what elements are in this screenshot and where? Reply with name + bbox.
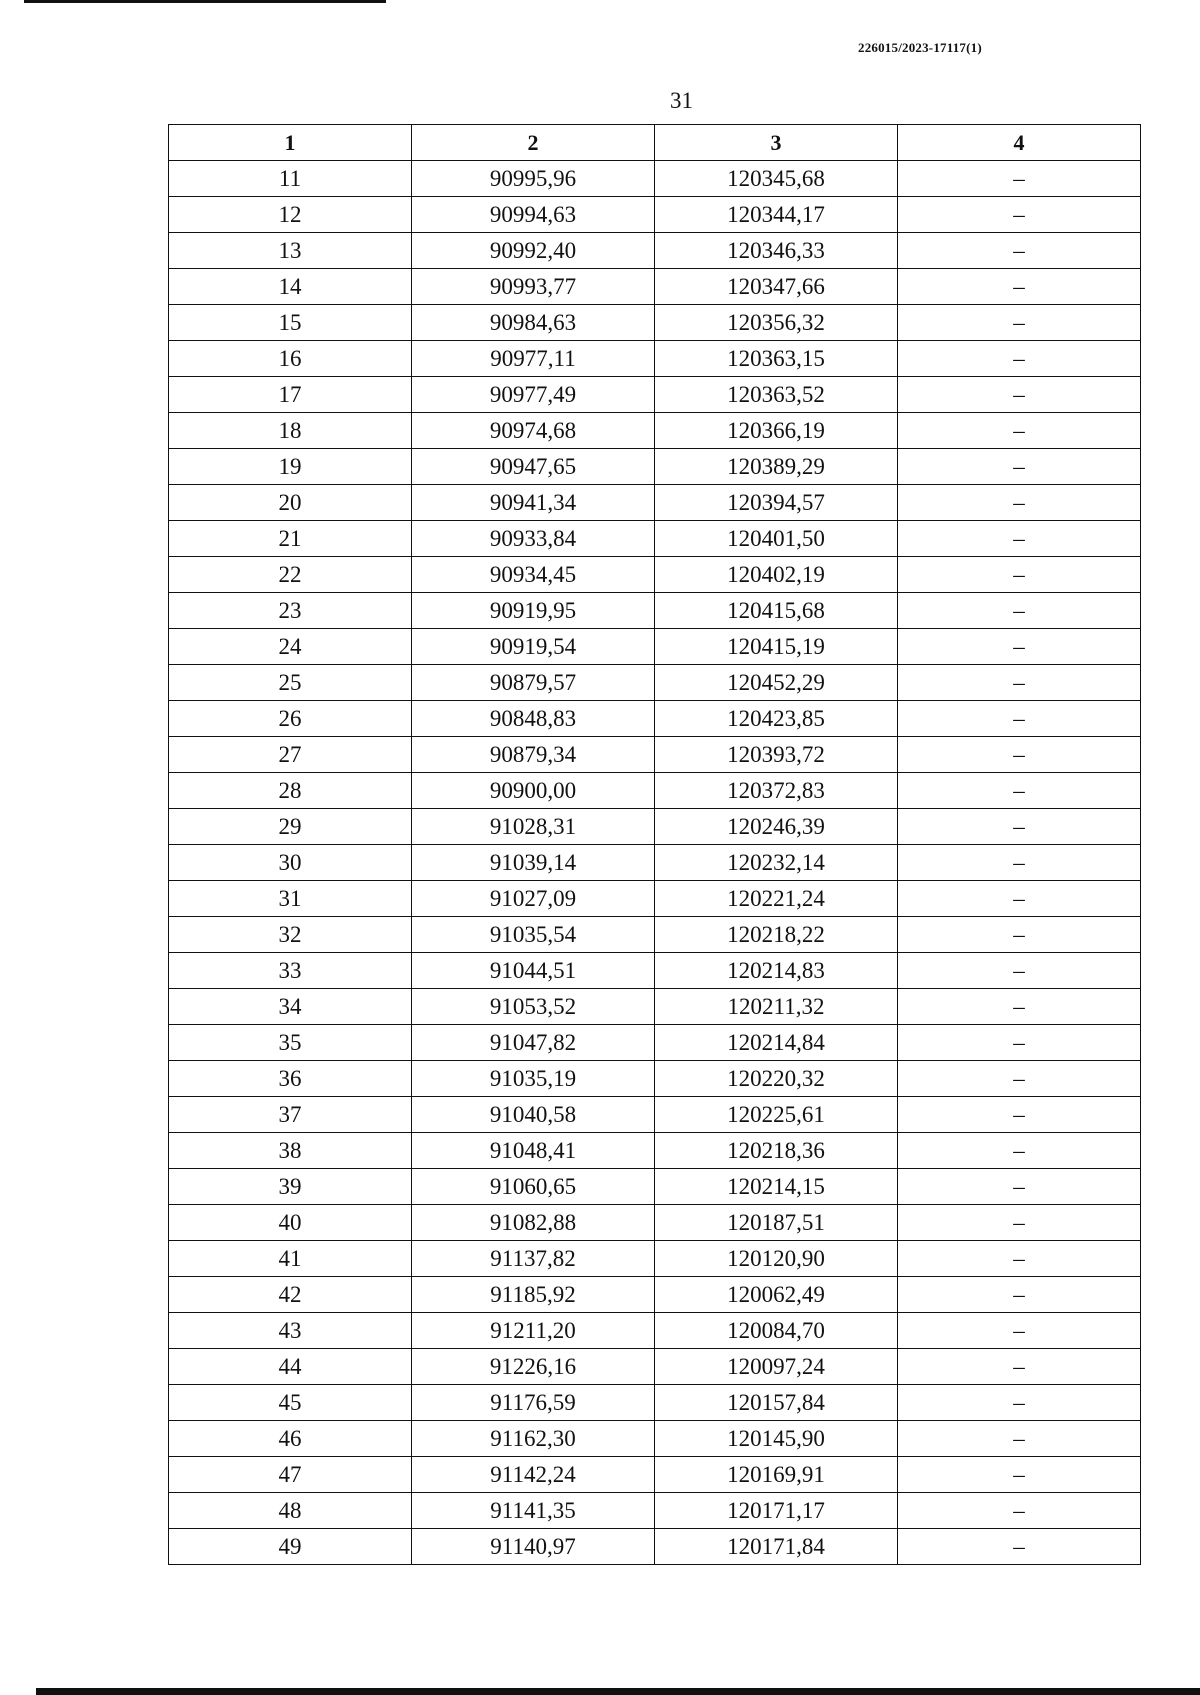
table-cell-col-3: 120402,19 [655, 557, 898, 593]
table-cell-col-2: 91048,41 [412, 1133, 655, 1169]
table-cell-col-1: 43 [169, 1313, 412, 1349]
table-cell-col-4: – [898, 269, 1141, 305]
table-cell-col-4: – [898, 593, 1141, 629]
table-cell-col-2: 90977,11 [412, 341, 655, 377]
table-cell-col-1: 45 [169, 1385, 412, 1421]
table-cell-col-3: 120345,68 [655, 161, 898, 197]
table-cell-col-4: – [898, 449, 1141, 485]
table-cell-col-3: 120394,57 [655, 485, 898, 521]
table-row [169, 1349, 1141, 1385]
table-cell-col-4: – [898, 1313, 1141, 1349]
table-cell-col-2: 90879,34 [412, 737, 655, 773]
table-row [169, 1529, 1141, 1565]
table-cell-col-2: 91044,51 [412, 953, 655, 989]
column-header-3: 3 [655, 125, 898, 161]
table-cell-col-4: – [898, 305, 1141, 341]
table-cell-col-4: – [898, 161, 1141, 197]
table-cell-col-2: 91140,97 [412, 1529, 655, 1565]
table-row [169, 1097, 1141, 1133]
table-row [169, 341, 1141, 377]
table-cell-col-4: – [898, 809, 1141, 845]
table-row [169, 917, 1141, 953]
table-cell-col-2: 90941,34 [412, 485, 655, 521]
table-row [169, 1493, 1141, 1529]
table-row [169, 629, 1141, 665]
table-row [169, 1205, 1141, 1241]
table-cell-col-1: 37 [169, 1097, 412, 1133]
table-row [169, 521, 1141, 557]
table-cell-col-3: 120372,83 [655, 773, 898, 809]
table-cell-col-4: – [898, 917, 1141, 953]
table-cell-col-3: 120145,90 [655, 1421, 898, 1457]
table-cell-col-2: 90995,96 [412, 161, 655, 197]
table-cell-col-2: 90933,84 [412, 521, 655, 557]
table-cell-col-2: 91137,82 [412, 1241, 655, 1277]
table-row [169, 1457, 1141, 1493]
table-cell-col-2: 91035,19 [412, 1061, 655, 1097]
table-cell-col-4: – [898, 773, 1141, 809]
table-cell-col-1: 23 [169, 593, 412, 629]
table-cell-col-2: 91211,20 [412, 1313, 655, 1349]
table-cell-col-2: 91185,92 [412, 1277, 655, 1313]
table-cell-col-2: 90947,65 [412, 449, 655, 485]
table-cell-col-1: 24 [169, 629, 412, 665]
table-row [169, 161, 1141, 197]
table-row [169, 1169, 1141, 1205]
table-row [169, 377, 1141, 413]
table-cell-col-1: 48 [169, 1493, 412, 1529]
table-cell-col-3: 120452,29 [655, 665, 898, 701]
table-cell-col-4: – [898, 737, 1141, 773]
table-row [169, 305, 1141, 341]
table-cell-col-3: 120221,24 [655, 881, 898, 917]
table-cell-col-3: 120346,33 [655, 233, 898, 269]
table-cell-col-1: 40 [169, 1205, 412, 1241]
table-cell-col-4: – [898, 989, 1141, 1025]
table-cell-col-2: 91176,59 [412, 1385, 655, 1421]
table-cell-col-1: 49 [169, 1529, 412, 1565]
coordinates-table-container [168, 124, 1140, 1565]
top-rule [24, 0, 386, 3]
table-cell-col-1: 22 [169, 557, 412, 593]
table-row [169, 881, 1141, 917]
table-cell-col-1: 46 [169, 1421, 412, 1457]
page-number: 31 [670, 88, 693, 113]
table-cell-col-4: – [898, 1025, 1141, 1061]
table-cell-col-2: 90848,83 [412, 701, 655, 737]
table-cell-col-4: – [898, 1277, 1141, 1313]
table-cell-col-4: – [898, 485, 1141, 521]
table-cell-col-1: 30 [169, 845, 412, 881]
table-cell-col-1: 17 [169, 377, 412, 413]
header-row [169, 125, 1141, 161]
table-cell-col-1: 32 [169, 917, 412, 953]
table-cell-col-1: 13 [169, 233, 412, 269]
table-row [169, 1025, 1141, 1061]
table-cell-col-3: 120366,19 [655, 413, 898, 449]
table-cell-col-3: 120225,61 [655, 1097, 898, 1133]
table-cell-col-2: 90974,68 [412, 413, 655, 449]
table-cell-col-4: – [898, 557, 1141, 593]
table-cell-col-3: 120062,49 [655, 1277, 898, 1313]
table-cell-col-1: 39 [169, 1169, 412, 1205]
table-cell-col-2: 91162,30 [412, 1421, 655, 1457]
table-cell-col-4: – [898, 953, 1141, 989]
table-cell-col-2: 91082,88 [412, 1205, 655, 1241]
table-row [169, 1385, 1141, 1421]
table-cell-col-1: 14 [169, 269, 412, 305]
table-cell-col-2: 90934,45 [412, 557, 655, 593]
table-cell-col-1: 44 [169, 1349, 412, 1385]
table-cell-col-4: – [898, 1385, 1141, 1421]
table-cell-col-2: 90900,00 [412, 773, 655, 809]
table-cell-col-3: 120232,14 [655, 845, 898, 881]
column-header-1: 1 [169, 125, 412, 161]
table-cell-col-1: 41 [169, 1241, 412, 1277]
table-cell-col-2: 90879,57 [412, 665, 655, 701]
table-cell-col-2: 91226,16 [412, 1349, 655, 1385]
table-cell-col-2: 91028,31 [412, 809, 655, 845]
table-cell-col-3: 120389,29 [655, 449, 898, 485]
table-cell-col-4: – [898, 1169, 1141, 1205]
table-cell-col-3: 120401,50 [655, 521, 898, 557]
table-cell-col-2: 90977,49 [412, 377, 655, 413]
table-cell-col-1: 36 [169, 1061, 412, 1097]
table-cell-col-1: 16 [169, 341, 412, 377]
table-row [169, 953, 1141, 989]
table-cell-col-4: – [898, 1241, 1141, 1277]
table-cell-col-4: – [898, 665, 1141, 701]
table-cell-col-3: 120120,90 [655, 1241, 898, 1277]
table-row [169, 737, 1141, 773]
table-cell-col-1: 11 [169, 161, 412, 197]
table-cell-col-2: 91027,09 [412, 881, 655, 917]
table-cell-col-4: – [898, 413, 1141, 449]
table-cell-col-1: 21 [169, 521, 412, 557]
table-row [169, 1277, 1141, 1313]
table-cell-col-1: 12 [169, 197, 412, 233]
table-cell-col-3: 120347,66 [655, 269, 898, 305]
table-cell-col-2: 90919,95 [412, 593, 655, 629]
table-cell-col-3: 120363,15 [655, 341, 898, 377]
table-cell-col-4: – [898, 1457, 1141, 1493]
table-cell-col-3: 120171,17 [655, 1493, 898, 1529]
table-row [169, 665, 1141, 701]
table-cell-col-4: – [898, 1493, 1141, 1529]
table-row [169, 989, 1141, 1025]
table-cell-col-1: 28 [169, 773, 412, 809]
column-header-2: 2 [412, 125, 655, 161]
table-cell-col-2: 91047,82 [412, 1025, 655, 1061]
table-cell-col-4: – [898, 845, 1141, 881]
table-cell-col-4: – [898, 1421, 1141, 1457]
table-cell-col-1: 34 [169, 989, 412, 1025]
table-cell-col-3: 120415,19 [655, 629, 898, 665]
table-cell-col-3: 120344,17 [655, 197, 898, 233]
table-cell-col-1: 26 [169, 701, 412, 737]
table-cell-col-2: 91035,54 [412, 917, 655, 953]
table-row [169, 197, 1141, 233]
table-cell-col-3: 120218,36 [655, 1133, 898, 1169]
table-cell-col-2: 90984,63 [412, 305, 655, 341]
table-cell-col-4: – [898, 1061, 1141, 1097]
table-cell-col-3: 120097,24 [655, 1349, 898, 1385]
table-row [169, 557, 1141, 593]
table-cell-col-3: 120214,84 [655, 1025, 898, 1061]
table-cell-col-3: 120084,70 [655, 1313, 898, 1349]
table-cell-col-1: 27 [169, 737, 412, 773]
table-cell-col-3: 120246,39 [655, 809, 898, 845]
table-cell-col-1: 29 [169, 809, 412, 845]
table-cell-col-3: 120169,91 [655, 1457, 898, 1493]
table-cell-col-4: – [898, 341, 1141, 377]
table-row [169, 845, 1141, 881]
table-cell-col-1: 42 [169, 1277, 412, 1313]
table-cell-col-3: 120356,32 [655, 305, 898, 341]
table-cell-col-2: 90994,63 [412, 197, 655, 233]
table-cell-col-3: 120187,51 [655, 1205, 898, 1241]
table-cell-col-4: – [898, 1529, 1141, 1565]
table-cell-col-3: 120363,52 [655, 377, 898, 413]
coordinates-table [168, 124, 1141, 1565]
table-cell-col-1: 18 [169, 413, 412, 449]
table-cell-col-2: 91142,24 [412, 1457, 655, 1493]
column-header-4: 4 [898, 125, 1141, 161]
table-cell-col-4: – [898, 1349, 1141, 1385]
table-cell-col-3: 120171,84 [655, 1529, 898, 1565]
table-cell-col-1: 47 [169, 1457, 412, 1493]
document-number: 226015/2023-17117(1) [858, 40, 982, 55]
table-cell-col-3: 120393,72 [655, 737, 898, 773]
table-cell-col-1: 19 [169, 449, 412, 485]
table-row [169, 773, 1141, 809]
table-cell-col-3: 120214,15 [655, 1169, 898, 1205]
table-cell-col-2: 90919,54 [412, 629, 655, 665]
table-cell-col-4: – [898, 521, 1141, 557]
table-cell-col-1: 20 [169, 485, 412, 521]
table-cell-col-3: 120220,32 [655, 1061, 898, 1097]
table-cell-col-4: – [898, 881, 1141, 917]
table-cell-col-3: 120415,68 [655, 593, 898, 629]
table-cell-col-3: 120218,22 [655, 917, 898, 953]
table-row [169, 485, 1141, 521]
table-cell-col-4: – [898, 629, 1141, 665]
table-cell-col-1: 31 [169, 881, 412, 917]
table-header [169, 125, 1141, 161]
table-cell-col-2: 90992,40 [412, 233, 655, 269]
table-row [169, 593, 1141, 629]
table-row [169, 809, 1141, 845]
table-row [169, 1241, 1141, 1277]
table-cell-col-1: 38 [169, 1133, 412, 1169]
table-cell-col-3: 120211,32 [655, 989, 898, 1025]
table-cell-col-2: 91039,14 [412, 845, 655, 881]
table-cell-col-2: 91141,35 [412, 1493, 655, 1529]
table-row [169, 413, 1141, 449]
table-cell-col-1: 35 [169, 1025, 412, 1061]
table-cell-col-3: 120214,83 [655, 953, 898, 989]
table-cell-col-3: 120157,84 [655, 1385, 898, 1421]
table-row [169, 1313, 1141, 1349]
table-row [169, 233, 1141, 269]
table-cell-col-4: – [898, 1097, 1141, 1133]
table-row [169, 1061, 1141, 1097]
table-row [169, 269, 1141, 305]
table-cell-col-3: 120423,85 [655, 701, 898, 737]
table-row [169, 1133, 1141, 1169]
table-row [169, 1421, 1141, 1457]
table-cell-col-2: 91053,52 [412, 989, 655, 1025]
table-cell-col-4: – [898, 1133, 1141, 1169]
table-cell-col-4: – [898, 233, 1141, 269]
table-cell-col-4: – [898, 197, 1141, 233]
table-cell-col-2: 90993,77 [412, 269, 655, 305]
table-cell-col-4: – [898, 377, 1141, 413]
table-cell-col-1: 15 [169, 305, 412, 341]
table-cell-col-2: 91060,65 [412, 1169, 655, 1205]
table-cell-col-1: 33 [169, 953, 412, 989]
table-cell-col-1: 25 [169, 665, 412, 701]
table-cell-col-4: – [898, 701, 1141, 737]
table-cell-col-2: 91040,58 [412, 1097, 655, 1133]
table-cell-col-4: – [898, 1205, 1141, 1241]
table-row [169, 701, 1141, 737]
table-row [169, 449, 1141, 485]
table-body [169, 161, 1141, 1565]
bottom-rule [36, 1688, 1200, 1695]
